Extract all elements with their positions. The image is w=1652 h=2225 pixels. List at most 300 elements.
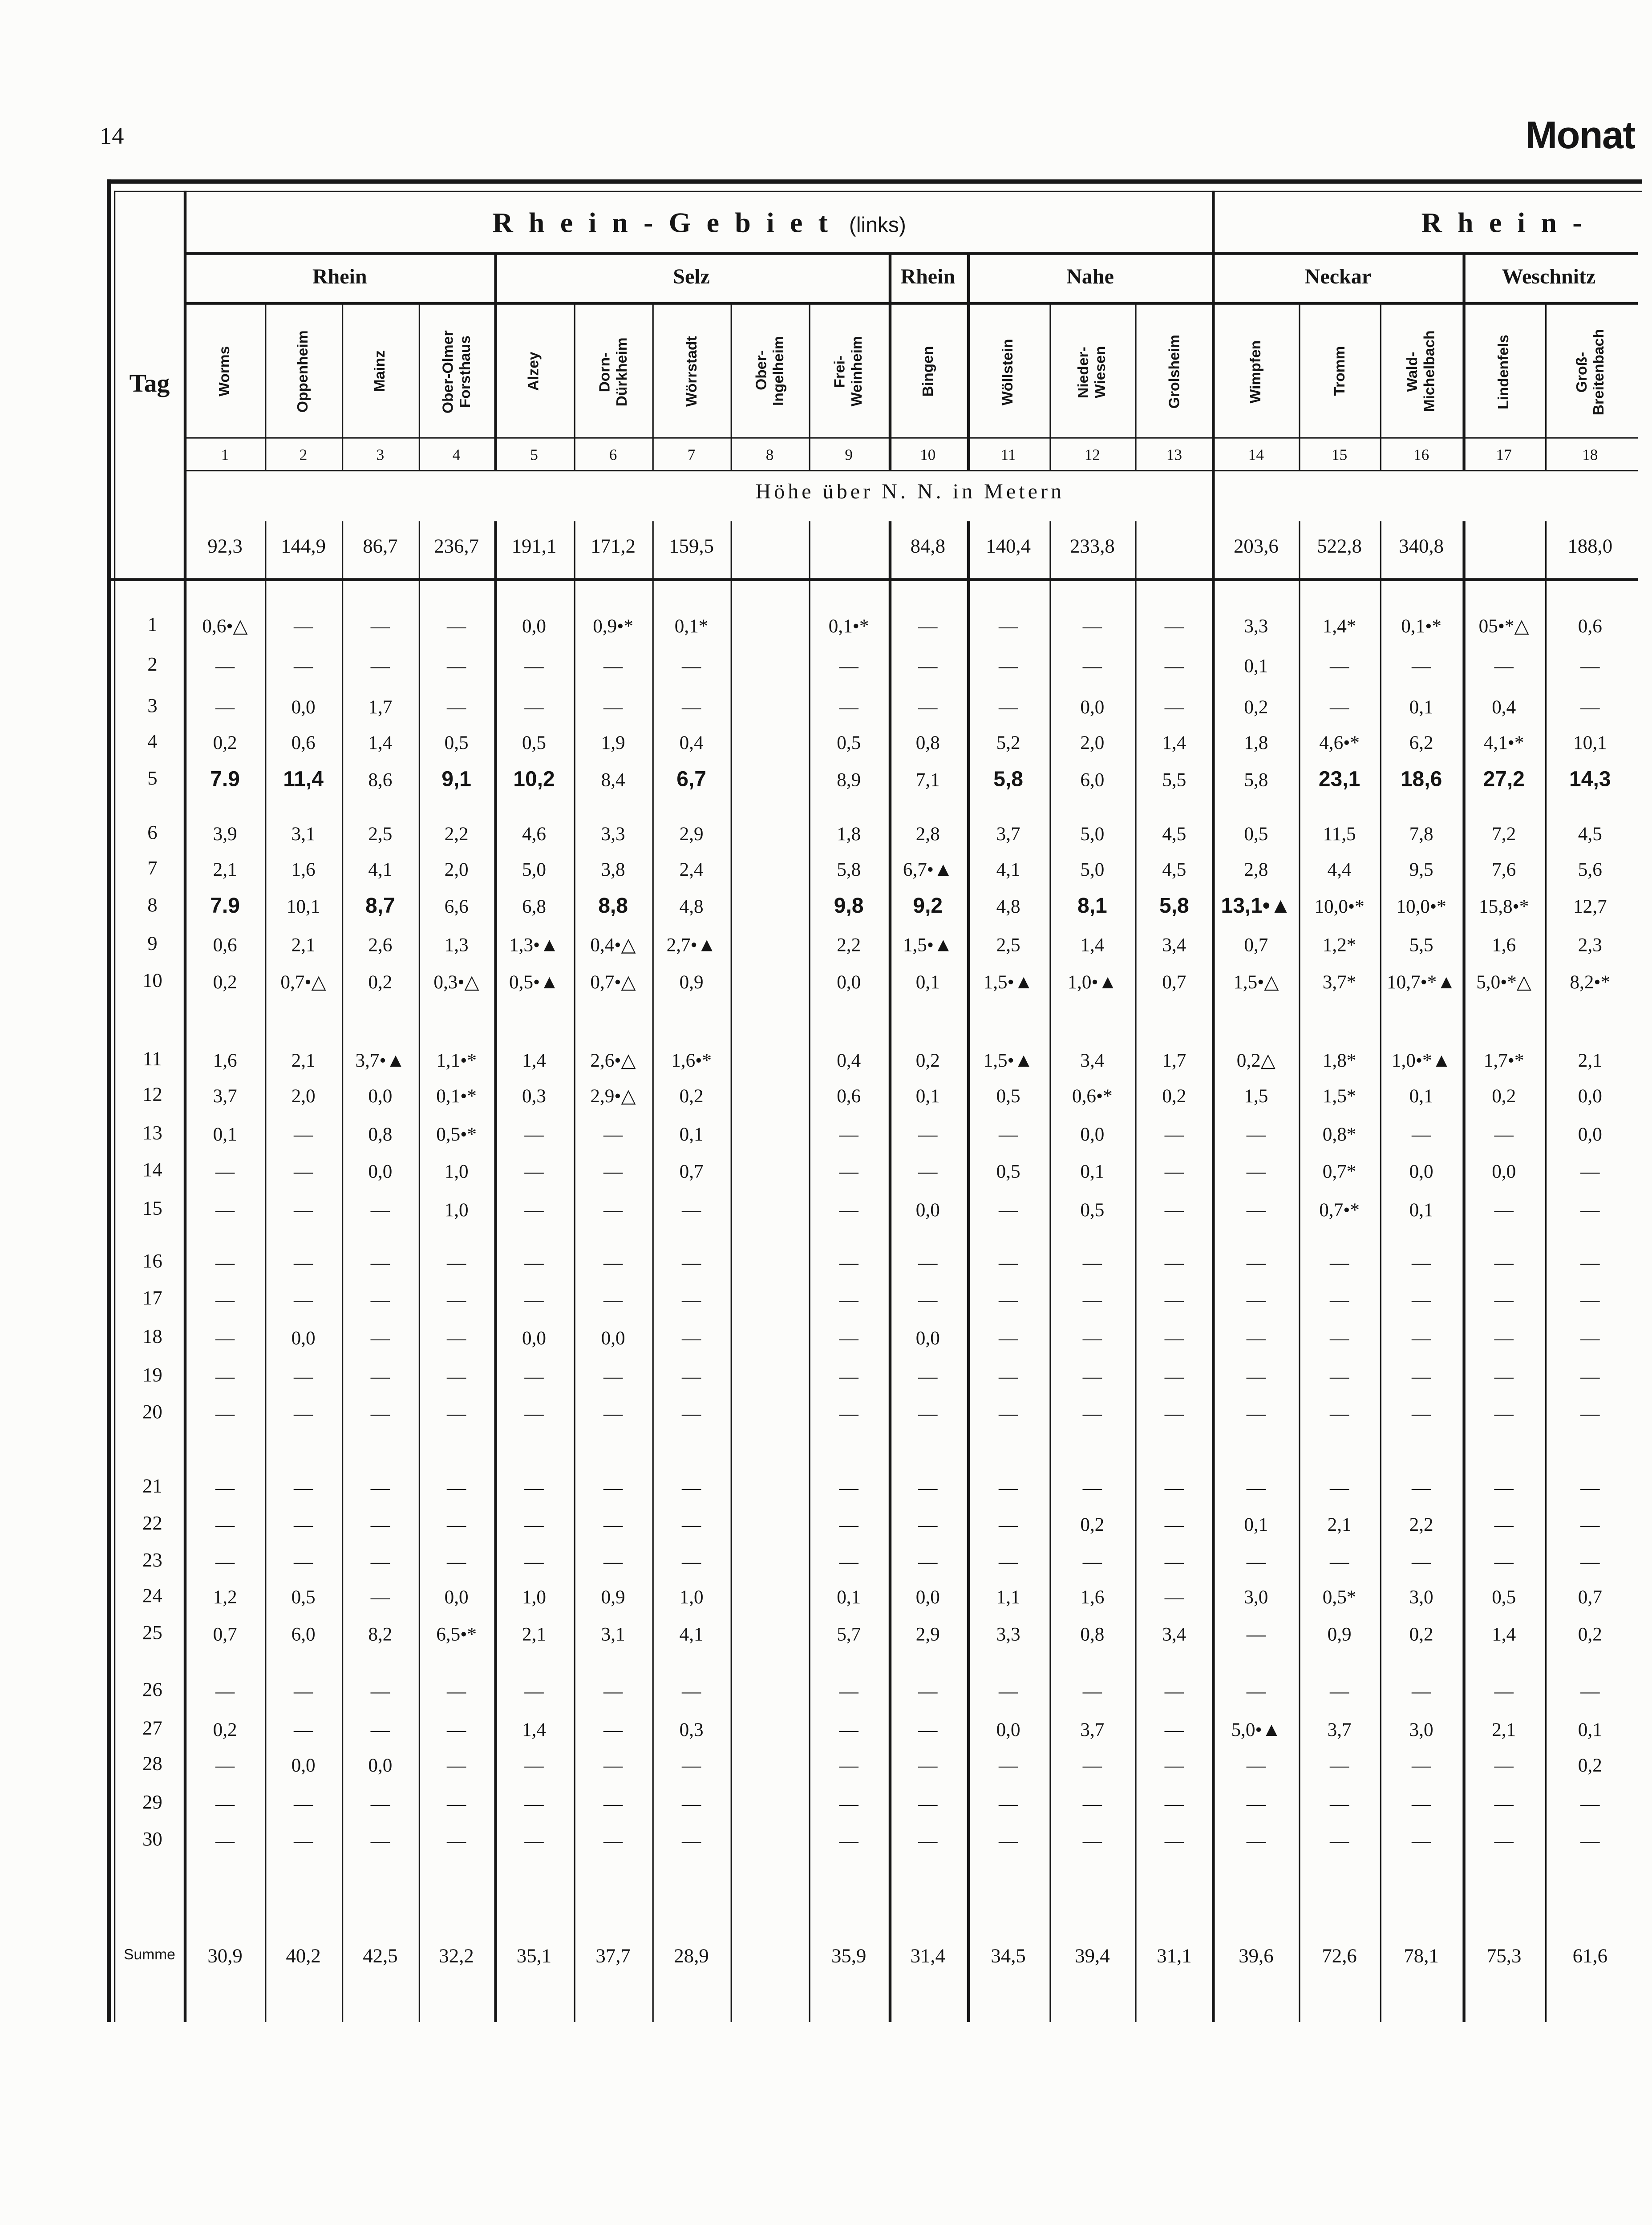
table-cell: — bbox=[1412, 1477, 1431, 1498]
table-cell: 3,0 bbox=[1244, 1586, 1268, 1608]
table-cell: — bbox=[918, 1550, 938, 1572]
table-cell: 3,4 bbox=[1162, 934, 1186, 956]
table-cell: — bbox=[918, 1477, 938, 1498]
table-cell: 0,1 bbox=[213, 1123, 237, 1145]
table-cell: 5,0•*△ bbox=[1476, 971, 1532, 993]
table-cell: 2,3 bbox=[1578, 934, 1602, 956]
table-cell: — bbox=[1164, 1477, 1184, 1498]
table-cell: 0,0 bbox=[915, 1586, 940, 1608]
table-cell: 7,6 bbox=[1492, 858, 1516, 880]
table-cell: — bbox=[370, 1830, 390, 1851]
table-cell: — bbox=[524, 1365, 544, 1387]
table-cell: — bbox=[370, 615, 390, 637]
table-cell bbox=[731, 1284, 809, 1315]
horizontal-rule bbox=[185, 470, 1638, 471]
table-cell: 2,2 bbox=[1409, 1513, 1433, 1535]
table-cell: — bbox=[603, 1477, 623, 1498]
table-cell: — bbox=[918, 615, 938, 637]
day-label: 27 bbox=[142, 1719, 162, 1740]
table-cell: — bbox=[999, 1550, 1018, 1572]
table-cell: — bbox=[839, 1289, 858, 1310]
table-cell: — bbox=[1082, 1754, 1102, 1776]
table-cell: — bbox=[1580, 1327, 1600, 1349]
table-cell: — bbox=[1164, 1680, 1184, 1702]
table-cell: — bbox=[1412, 1830, 1431, 1851]
table-cell: 2,2 bbox=[837, 934, 861, 956]
table-cell: — bbox=[294, 1289, 313, 1310]
table-cell: 0,7 bbox=[1244, 934, 1268, 956]
table-cell: 1,4* bbox=[1322, 615, 1356, 637]
horizontal-rule bbox=[185, 252, 1638, 254]
table-cell: 1,8* bbox=[1322, 1049, 1356, 1071]
table-cell: 3,9 bbox=[213, 823, 237, 845]
station-header bbox=[809, 306, 889, 437]
table-cell: 1,4 bbox=[1492, 1623, 1516, 1645]
table-cell: — bbox=[839, 1792, 858, 1814]
table-cell: — bbox=[1246, 1623, 1266, 1645]
table-cell: 1,7 bbox=[1162, 1049, 1186, 1071]
sum-cell: 78,1 bbox=[1404, 1946, 1439, 1968]
station-number: 13 bbox=[1166, 447, 1182, 465]
station-number: 6 bbox=[609, 447, 617, 465]
station-height: 191,1 bbox=[511, 537, 557, 558]
table-cell: 0,5 bbox=[522, 732, 546, 753]
table-cell: — bbox=[294, 1830, 313, 1851]
vertical-rule bbox=[114, 191, 115, 2022]
table-cell: — bbox=[447, 1365, 466, 1387]
table-cell: 2,8 bbox=[1244, 858, 1268, 880]
table-cell: — bbox=[215, 696, 235, 718]
day-label: 13 bbox=[142, 1123, 162, 1145]
table-cell: — bbox=[1494, 1477, 1514, 1498]
table-cell: — bbox=[839, 1365, 858, 1387]
table-cell: 3,7 bbox=[1080, 1719, 1105, 1740]
station-height bbox=[731, 531, 809, 566]
table-cell: — bbox=[294, 1123, 313, 1145]
station-number: 7 bbox=[687, 447, 696, 465]
table-cell: 6,0 bbox=[291, 1623, 316, 1645]
table-cell: — bbox=[524, 1754, 544, 1776]
station-name: Groß- Breitenbach bbox=[1573, 328, 1607, 415]
table-cell: — bbox=[1494, 1680, 1514, 1702]
table-cell: 0,3•△ bbox=[433, 971, 479, 993]
station-name: Wöllstein bbox=[1000, 338, 1017, 405]
table-cell: — bbox=[999, 696, 1018, 718]
table-cell: — bbox=[682, 1251, 701, 1273]
table-cell: 1,3 bbox=[444, 934, 469, 956]
table-cell: 8,2•* bbox=[1570, 971, 1611, 993]
table-cell: 1,8 bbox=[1244, 732, 1268, 753]
table-cell: — bbox=[682, 1199, 701, 1221]
station-height bbox=[1462, 531, 1545, 566]
table-cell: — bbox=[294, 1719, 313, 1740]
station-height: 84,8 bbox=[910, 537, 945, 558]
table-cell: — bbox=[1494, 1199, 1514, 1221]
day-label: 22 bbox=[142, 1513, 162, 1535]
table-cell: 4,4 bbox=[1327, 858, 1352, 880]
table-cell: — bbox=[447, 1513, 466, 1535]
table-cell: 1,0 bbox=[444, 1161, 469, 1182]
station-name: Lindenfels bbox=[1495, 334, 1513, 409]
table-cell: — bbox=[1494, 1251, 1514, 1273]
table-cell: — bbox=[370, 1251, 390, 1273]
sum-cell: 40,2 bbox=[286, 1946, 321, 1968]
table-cell: 0,4 bbox=[1492, 696, 1516, 718]
table-cell: — bbox=[1494, 655, 1514, 676]
table-cell: 0,0 bbox=[1578, 1085, 1602, 1107]
table-cell: 3,3 bbox=[601, 823, 625, 845]
table-cell: — bbox=[1412, 1550, 1431, 1572]
table-cell: 1,5•▲ bbox=[983, 971, 1033, 993]
table-cell: — bbox=[1164, 696, 1184, 718]
table-cell: 10,1 bbox=[286, 895, 320, 917]
table-cell: 0,1 bbox=[1409, 1085, 1433, 1107]
table-cell: — bbox=[215, 1830, 235, 1851]
table-cell: — bbox=[1082, 1327, 1102, 1349]
table-cell: 1,5 bbox=[1244, 1085, 1268, 1107]
table-cell: 0,2△ bbox=[1236, 1049, 1275, 1071]
station-name: Oppenheim bbox=[295, 330, 312, 413]
table-cell: — bbox=[918, 1365, 938, 1387]
table-cell: — bbox=[1330, 1403, 1349, 1424]
table-cell: 4,5 bbox=[1578, 823, 1602, 845]
table-cell: 7,8 bbox=[1409, 823, 1433, 845]
station-height: 233,8 bbox=[1070, 537, 1115, 558]
table-cell: 0,7 bbox=[1162, 971, 1186, 993]
table-cell: 1,2 bbox=[213, 1586, 237, 1608]
table-cell: 7,1 bbox=[915, 769, 940, 790]
table-cell: 1,0•▲ bbox=[1067, 971, 1118, 993]
table-cell: — bbox=[1580, 1161, 1600, 1182]
table-cell: 0,5•* bbox=[436, 1123, 477, 1145]
table-cell: — bbox=[1494, 1289, 1514, 1310]
table-cell: — bbox=[1330, 1680, 1349, 1702]
table-cell: 1,4 bbox=[522, 1049, 546, 1071]
table-cell: 5,8 bbox=[993, 767, 1023, 792]
table-cell: — bbox=[215, 1477, 235, 1498]
page-number: 14 bbox=[100, 122, 124, 150]
table-cell: 0,1 bbox=[1409, 696, 1433, 718]
table-cell: — bbox=[1330, 1365, 1349, 1387]
table-cell bbox=[731, 1323, 809, 1354]
table-cell: — bbox=[1164, 1289, 1184, 1310]
table-cell: 3,7 bbox=[213, 1085, 237, 1107]
table-cell: — bbox=[1246, 1680, 1266, 1702]
table-cell: — bbox=[1082, 1792, 1102, 1814]
table-cell: — bbox=[447, 1550, 466, 1572]
table-cell: 0,1 bbox=[915, 1085, 940, 1107]
month-heading: Monat bbox=[1525, 114, 1635, 157]
station-number: 17 bbox=[1496, 447, 1512, 465]
day-column-header: Tag bbox=[129, 368, 170, 397]
table-cell: 0,0 bbox=[291, 1327, 316, 1349]
table-cell: 0,9 bbox=[679, 971, 704, 993]
table-cell: — bbox=[682, 1680, 701, 1702]
table-cell: — bbox=[524, 1251, 544, 1273]
table-cell: — bbox=[447, 696, 466, 718]
table-cell: — bbox=[918, 655, 938, 676]
table-cell: 8,8 bbox=[598, 894, 628, 918]
table-cell: 0,9•* bbox=[593, 615, 633, 637]
table-cell: — bbox=[1330, 696, 1349, 718]
table-cell: — bbox=[447, 655, 466, 676]
table-cell: 0,3 bbox=[679, 1719, 704, 1740]
table-cell: 0,0 bbox=[291, 1754, 316, 1776]
table-cell bbox=[731, 1119, 809, 1150]
day-label: 8 bbox=[147, 895, 158, 917]
table-cell: 5,2 bbox=[996, 732, 1020, 753]
day-label: 19 bbox=[142, 1365, 162, 1387]
day-label: 28 bbox=[142, 1754, 162, 1776]
table-cell: — bbox=[370, 1513, 390, 1535]
table-cell: 5,8 bbox=[1244, 769, 1268, 790]
table-cell: — bbox=[603, 1289, 623, 1310]
table-cell: 6,6 bbox=[444, 895, 469, 917]
table-cell: 2,1 bbox=[213, 858, 237, 880]
table-cell: — bbox=[1246, 1403, 1266, 1424]
table-cell: — bbox=[1412, 1251, 1431, 1273]
table-cell: 1,0 bbox=[444, 1199, 469, 1221]
table-cell: 27,2 bbox=[1483, 767, 1525, 792]
table-cell: 0,2 bbox=[213, 1719, 237, 1740]
table-cell: — bbox=[1330, 1792, 1349, 1814]
station-header bbox=[419, 306, 494, 437]
table-cell: — bbox=[1164, 1123, 1184, 1145]
table-cell: 10,7•*▲ bbox=[1387, 971, 1456, 993]
table-cell: 0,1 bbox=[837, 1586, 861, 1608]
sum-cell: 42,5 bbox=[363, 1946, 398, 1968]
table-cell bbox=[731, 1825, 809, 1857]
table-cell: 0,7•△ bbox=[590, 971, 636, 993]
table-cell: — bbox=[1412, 655, 1431, 676]
station-name: Mainz bbox=[372, 351, 389, 392]
horizontal-rule bbox=[185, 437, 1638, 438]
table-cell: 8,6 bbox=[368, 769, 393, 790]
table-cell: 0,6•* bbox=[1072, 1085, 1113, 1107]
table-cell: 0,2 bbox=[1492, 1085, 1516, 1107]
table-cell: 11,5 bbox=[1323, 823, 1356, 845]
sum-cell: 31,1 bbox=[1157, 1946, 1192, 1968]
table-cell: — bbox=[603, 1792, 623, 1814]
table-cell: 0,0 bbox=[601, 1327, 625, 1349]
table-cell: 2,1 bbox=[1492, 1719, 1516, 1740]
table-cell: 1,6 bbox=[291, 858, 316, 880]
table-cell: 0,2 bbox=[1080, 1513, 1105, 1535]
table-cell: 2,9 bbox=[915, 1623, 940, 1645]
table-cell: — bbox=[1494, 1327, 1514, 1349]
station-name: Nieder- Wiesen bbox=[1075, 345, 1109, 398]
day-label: 17 bbox=[142, 1289, 162, 1310]
table-cell: 5,0 bbox=[1080, 858, 1105, 880]
table-cell: 1,1•* bbox=[436, 1049, 477, 1071]
table-cell: — bbox=[294, 1199, 313, 1221]
sum-cell: 72,6 bbox=[1322, 1946, 1357, 1968]
sum-row-label: Summe bbox=[124, 1946, 175, 1964]
table-cell: 0,2 bbox=[1162, 1085, 1186, 1107]
table-cell: — bbox=[999, 1123, 1018, 1145]
table-cell: 2,5 bbox=[996, 934, 1020, 956]
table-cell: 3,7•▲ bbox=[355, 1049, 405, 1071]
table-cell: 2,9•△ bbox=[590, 1085, 636, 1107]
table-cell: — bbox=[215, 1550, 235, 1572]
table-cell: 0,1 bbox=[915, 971, 940, 993]
table-cell: 7.9 bbox=[210, 767, 240, 792]
height-row-label: Höhe über N. N. in Metern bbox=[755, 481, 1065, 504]
table-cell: — bbox=[1580, 1403, 1600, 1424]
table-cell: — bbox=[1580, 1830, 1600, 1851]
sum-cell: 32,2 bbox=[439, 1946, 474, 1968]
table-cell: 1,0 bbox=[679, 1586, 704, 1608]
table-cell bbox=[731, 967, 809, 998]
table-cell: — bbox=[1494, 1513, 1514, 1535]
table-cell: — bbox=[1412, 1123, 1431, 1145]
table-cell: — bbox=[603, 696, 623, 718]
table-cell: — bbox=[839, 1754, 858, 1776]
table-cell: 8,2 bbox=[368, 1623, 393, 1645]
table-cell: 2,1 bbox=[291, 1049, 316, 1071]
table-cell: 0,1 bbox=[1080, 1161, 1105, 1182]
table-cell: — bbox=[447, 1792, 466, 1814]
table-cell: — bbox=[370, 1365, 390, 1387]
table-cell: 0,2 bbox=[915, 1049, 940, 1071]
table-cell: — bbox=[1246, 1161, 1266, 1182]
station-name: Ober-Olmer Forsthaus bbox=[439, 330, 474, 413]
table-cell: 1,8 bbox=[837, 823, 861, 845]
table-cell bbox=[731, 1195, 809, 1226]
table-cell: — bbox=[918, 696, 938, 718]
table-cell: — bbox=[1164, 1792, 1184, 1814]
table-cell: — bbox=[370, 1199, 390, 1221]
table-cell: — bbox=[447, 615, 466, 637]
table-cell: 1,6•* bbox=[671, 1049, 712, 1071]
table-cell: — bbox=[918, 1792, 938, 1814]
table-cell: 1,7 bbox=[368, 696, 393, 718]
table-cell: 7.9 bbox=[210, 894, 240, 918]
table-cell: — bbox=[1494, 1365, 1514, 1387]
table-cell: — bbox=[1330, 1289, 1349, 1310]
table-cell: — bbox=[524, 1199, 544, 1221]
station-height bbox=[1135, 531, 1213, 566]
table-cell: — bbox=[1164, 1251, 1184, 1273]
table-cell: 0,6 bbox=[1578, 615, 1602, 637]
table-cell: — bbox=[524, 1289, 544, 1310]
table-cell: 3,1 bbox=[601, 1623, 625, 1645]
table-cell: — bbox=[1580, 1365, 1600, 1387]
table-cell: 2,1 bbox=[1578, 1049, 1602, 1071]
table-cell: — bbox=[999, 1403, 1018, 1424]
station-header bbox=[1299, 306, 1380, 437]
table-cell: 10,1 bbox=[1573, 732, 1607, 753]
table-cell: — bbox=[524, 1513, 544, 1535]
station-name: Worms bbox=[216, 346, 234, 397]
table-cell: — bbox=[1246, 1550, 1266, 1572]
table-cell: — bbox=[1412, 1680, 1431, 1702]
table-cell bbox=[731, 819, 809, 850]
station-number: 1 bbox=[221, 447, 229, 465]
table-cell: — bbox=[524, 655, 544, 676]
table-cell: — bbox=[1580, 1792, 1600, 1814]
table-cell: — bbox=[447, 1327, 466, 1349]
day-label: 18 bbox=[142, 1327, 162, 1349]
table-cell bbox=[731, 1676, 809, 1707]
table-cell bbox=[731, 1398, 809, 1429]
table-cell: — bbox=[1580, 1477, 1600, 1498]
table-cell: — bbox=[999, 655, 1018, 676]
table-cell: 9,1 bbox=[441, 767, 471, 792]
table-cell: — bbox=[1164, 1403, 1184, 1424]
table-cell: — bbox=[447, 1403, 466, 1424]
table-cell: 2,1 bbox=[1327, 1513, 1352, 1535]
table-cell: — bbox=[918, 1830, 938, 1851]
table-cell: — bbox=[839, 696, 858, 718]
table-cell: — bbox=[1246, 1289, 1266, 1310]
table-cell: 0,2 bbox=[1409, 1623, 1433, 1645]
table-cell: — bbox=[447, 1830, 466, 1851]
station-height: 92,3 bbox=[207, 537, 243, 558]
day-label: 15 bbox=[142, 1199, 162, 1221]
station-header bbox=[1545, 306, 1635, 437]
table-cell: — bbox=[524, 1403, 544, 1424]
table-cell: 0,8 bbox=[1080, 1623, 1105, 1645]
table-cell: 1,9 bbox=[601, 732, 625, 753]
table-cell: — bbox=[603, 1161, 623, 1182]
table-cell: 1,5•△ bbox=[1233, 971, 1279, 993]
river-group-label: Rhein bbox=[900, 266, 956, 289]
table-cell: 0,0 bbox=[368, 1754, 393, 1776]
station-header bbox=[731, 306, 809, 437]
table-cell: — bbox=[1164, 1199, 1184, 1221]
table-cell: — bbox=[1164, 1719, 1184, 1740]
day-label: 6 bbox=[147, 823, 158, 845]
table-cell: 3,4 bbox=[1162, 1623, 1186, 1645]
table-cell: — bbox=[447, 1251, 466, 1273]
table-cell: 4,1 bbox=[368, 858, 393, 880]
table-cell: 13,1•▲ bbox=[1221, 894, 1292, 918]
sum-cell: 35,9 bbox=[831, 1946, 866, 1968]
table-cell: 05•*△ bbox=[1478, 615, 1529, 637]
station-header bbox=[342, 306, 419, 437]
table-cell: — bbox=[1246, 1477, 1266, 1498]
table-cell: 4,5 bbox=[1162, 858, 1186, 880]
table-cell: — bbox=[1580, 1550, 1600, 1572]
table-cell: — bbox=[447, 1680, 466, 1702]
table-cell: — bbox=[1164, 1327, 1184, 1349]
table-cell: — bbox=[1246, 1754, 1266, 1776]
day-label: 25 bbox=[142, 1623, 162, 1645]
table-cell: 0,5 bbox=[291, 1586, 316, 1608]
table-cell: 0,0 bbox=[291, 696, 316, 718]
sum-cell: 31,4 bbox=[910, 1946, 945, 1968]
table-cell: 4,1 bbox=[996, 858, 1020, 880]
table-cell: 0,8* bbox=[1322, 1123, 1356, 1145]
table-cell: 1,4 bbox=[522, 1719, 546, 1740]
sum-cell bbox=[731, 1941, 809, 1975]
table-cell: — bbox=[603, 1199, 623, 1221]
table-cell: — bbox=[1164, 1365, 1184, 1387]
table-cell: 0,2 bbox=[679, 1085, 704, 1107]
day-label: 20 bbox=[142, 1403, 162, 1424]
table-cell: — bbox=[524, 1123, 544, 1145]
table-cell: — bbox=[215, 1754, 235, 1776]
table-cell: — bbox=[682, 1550, 701, 1572]
sum-cell: 39,4 bbox=[1075, 1946, 1110, 1968]
table-cell: — bbox=[999, 1754, 1018, 1776]
station-header bbox=[1380, 306, 1463, 437]
table-cell: — bbox=[1412, 1403, 1431, 1424]
table-cell: — bbox=[1580, 1513, 1600, 1535]
table-cell: — bbox=[918, 1251, 938, 1273]
station-height: 188,0 bbox=[1567, 537, 1613, 558]
